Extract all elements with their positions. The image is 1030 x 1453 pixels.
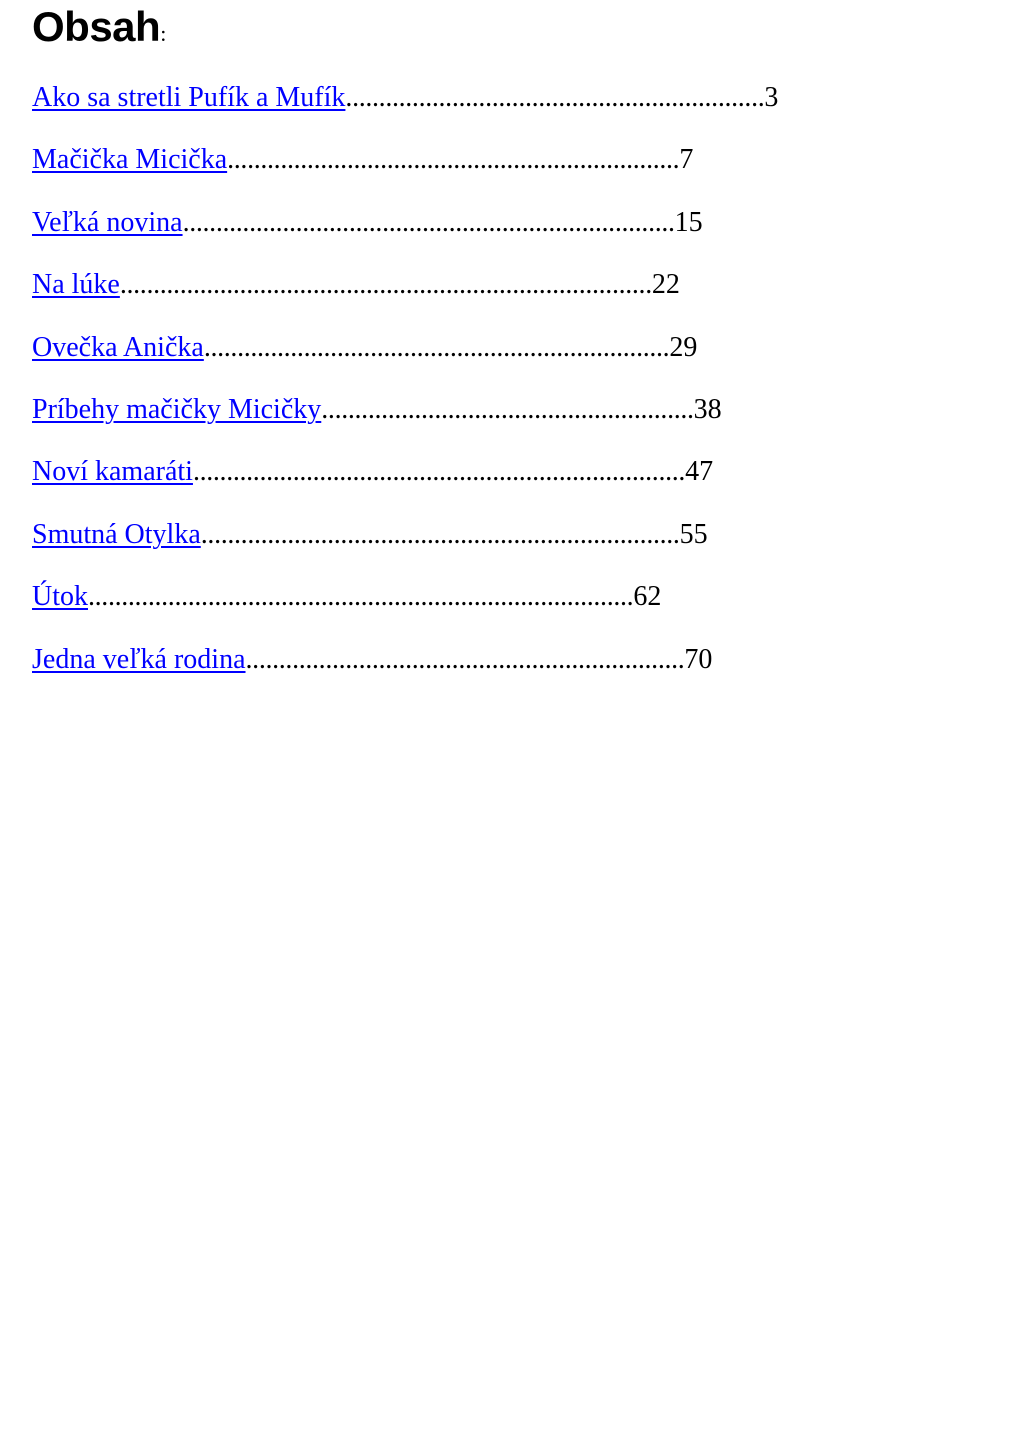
toc-entry: [32, 207, 912, 269]
toc-page-number: 15: [674, 206, 703, 238]
toc-heading: [32, 3, 167, 50]
toc-page-number: 38: [693, 393, 722, 425]
toc-leader: ................................................................................: [119, 269, 652, 301]
toc-page-number: 3: [764, 82, 779, 113]
toc-link[interactable]: Mačička Micička: [32, 144, 228, 176]
toc-leader: ..........................................................................: [182, 206, 675, 238]
toc-entry: [32, 519, 912, 581]
toc-entry: [32, 332, 912, 394]
toc-heading-word: Obsah: [32, 3, 161, 50]
toc-link[interactable]: Ovečka Anička: [32, 331, 204, 363]
toc-link[interactable]: Príbehy mačičky Micičky: [32, 393, 322, 425]
toc-entry: [32, 456, 912, 518]
toc-leader: ........................................................: [321, 393, 694, 425]
toc-entry: [32, 144, 912, 206]
toc-heading-colon: :: [160, 21, 167, 46]
toc-page-number: 55: [679, 518, 708, 550]
toc-list: [32, 82, 912, 706]
toc-page-number: 47: [685, 456, 714, 488]
toc-entry: [32, 581, 912, 643]
toc-page-number: 7: [679, 144, 694, 176]
toc-leader: ........................................................................: [200, 518, 680, 550]
toc-link[interactable]: Veľká novina: [32, 206, 183, 238]
toc-entry: [32, 394, 912, 456]
toc-leader: ....................................................................: [227, 144, 680, 176]
toc-page-number: 70: [684, 643, 713, 675]
toc-leader: ...............................................................: [345, 82, 765, 113]
toc-leader: ..................................................................................: [88, 581, 634, 613]
toc-page-number: 22: [651, 269, 680, 301]
toc-link[interactable]: Ako sa stretli Pufík a Mufík: [32, 82, 346, 113]
toc-page-number: 29: [669, 331, 698, 363]
toc-entry: [32, 644, 912, 706]
toc-link[interactable]: Smutná Otylka: [32, 518, 201, 550]
toc-link[interactable]: Noví kamaráti: [32, 456, 193, 488]
toc-entry: [32, 82, 912, 144]
toc-leader: ......................................................................: [203, 331, 670, 363]
toc-link[interactable]: Útok: [32, 581, 88, 613]
toc-leader: ..........................................................................: [192, 456, 686, 488]
toc-leader: ..................................................................: [245, 643, 685, 675]
toc-link[interactable]: Jedna veľká rodina: [32, 643, 246, 675]
toc-page-number: 62: [633, 581, 662, 613]
toc-entry: [32, 269, 912, 331]
toc-link[interactable]: Na lúke: [32, 269, 120, 301]
